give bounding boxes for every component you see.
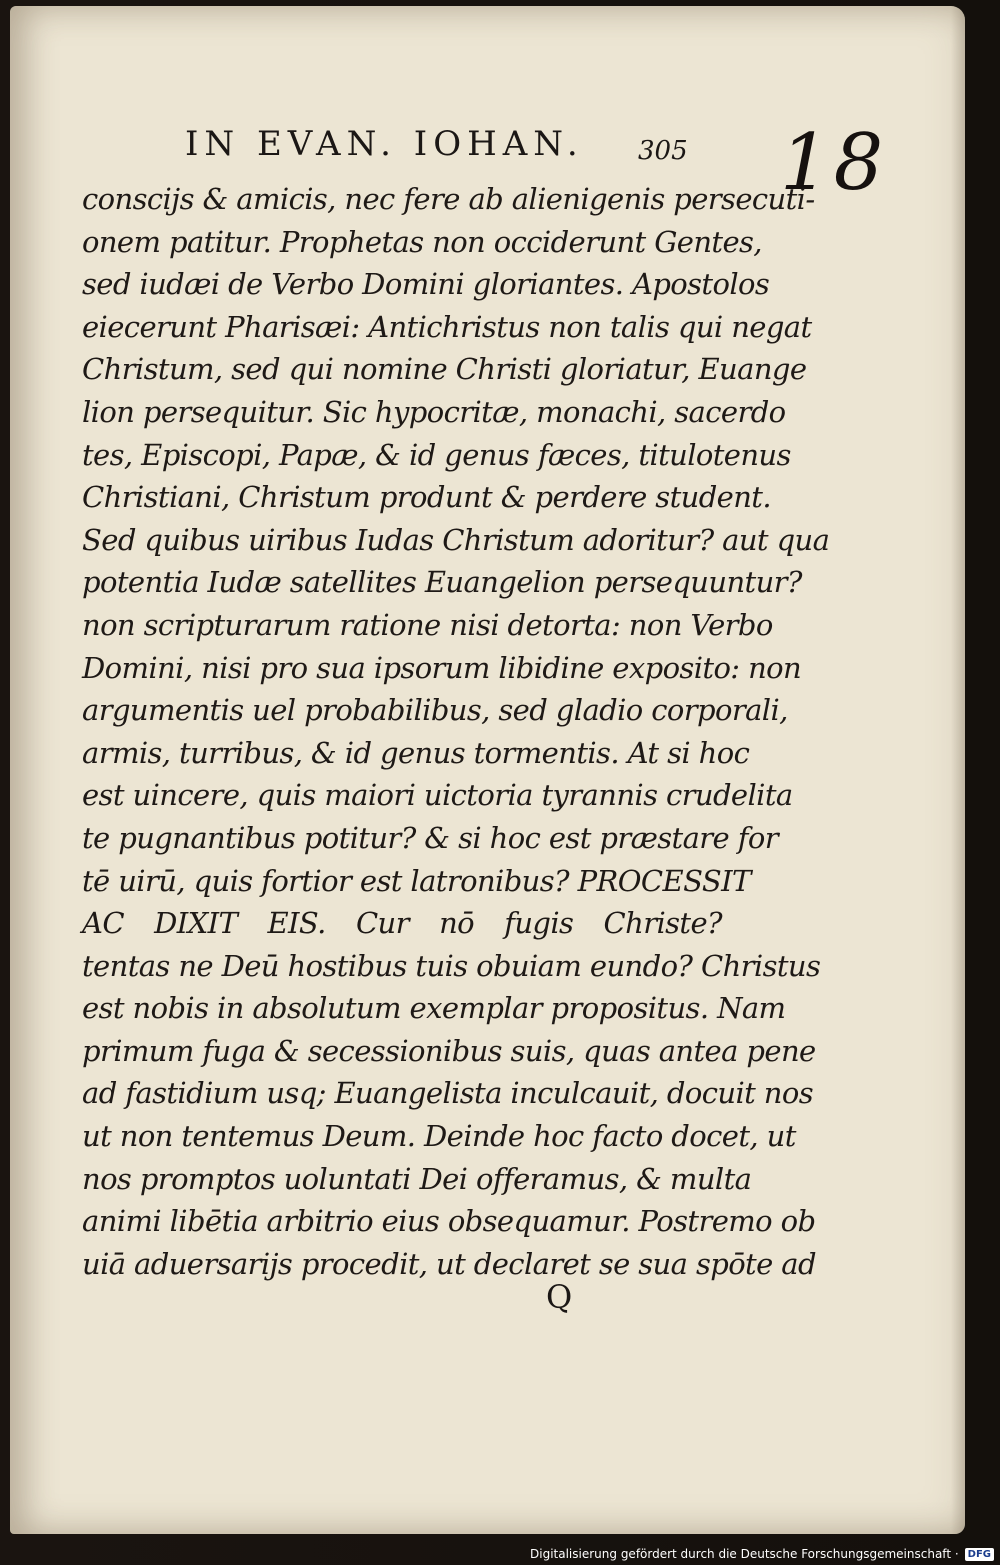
text-line: primum fuga & secessionibus suis, quas antea pene <box>82 1033 816 1068</box>
page-number: 305 <box>638 136 688 166</box>
body-text <box>82 178 830 1285</box>
text-line: AC DIXIT EIS. Cur nō fugis Christe? <box>82 906 722 941</box>
text-line: Sed quibus uiribus Iudas Christum adoritur? aut qua <box>82 522 830 557</box>
text-line: ut non tentemus Deum. Deinde hoc facto docet, ut <box>82 1119 796 1154</box>
credit-text: Digitalisierung gefördert durch die Deutsche Forschungsgemeinschaft · <box>530 1547 959 1561</box>
handwritten-number: 18 <box>780 118 888 208</box>
text-line: nos promptos uoluntati Dei offeramus, & multa <box>82 1161 752 1196</box>
text-line: tentas ne Deū hostibus tuis obuiam eundo? Christus <box>82 948 821 983</box>
text-line: Domini, nisi pro sua ipsorum libidine exposito: non <box>82 650 802 685</box>
text-line: te pugnantibus potitur? & si hoc est præstare for <box>82 820 778 855</box>
text-line: ad fastidium usq; Euangelista inculcauit, docuit nos <box>82 1076 814 1111</box>
running-head: IN EVAN. IOHAN. <box>185 124 584 164</box>
text-line: animi libētia arbitrio eius obsequamur. Postremo ob <box>82 1204 816 1239</box>
text-line: potentia Iudæ satellites Euangelion persequuntur? <box>82 565 802 600</box>
digitization-credit <box>530 1547 994 1561</box>
catchword: Q <box>546 1278 573 1316</box>
text-line: Christum, sed qui nomine Christi gloriatur, Euange <box>82 352 807 387</box>
text-line: lion persequitur. Sic hypocritæ, monachi, sacerdo <box>82 394 786 429</box>
text-line: tes, Episcopi, Papæ, & id genus fæces, titulotenus <box>82 437 791 472</box>
text-line: onem patitur. Prophetas non occiderunt Gentes, <box>82 224 762 259</box>
text-line: eiecerunt Pharisæi: Antichristus non talis qui negat <box>82 309 812 344</box>
text-line: argumentis uel probabilibus, sed gladio corporali, <box>82 693 788 728</box>
text-line: non scripturarum ratione nisi detorta: non Verbo <box>82 607 773 642</box>
text-line: Christiani, Christum produnt & perdere student. <box>82 480 771 515</box>
text-line: armis, turribus, & id genus tormentis. At si hoc <box>82 735 750 770</box>
text-line: est uincere, quis maiori uictoria tyrannis crudelita <box>82 778 793 813</box>
text-line: tē uirū, quis fortior est latronibus? PROCESSIT <box>82 863 751 898</box>
text-line: conscijs & amicis, nec fere ab alienigenis persecuti- <box>82 182 815 216</box>
dfg-logo: DFG <box>965 1548 994 1561</box>
book-page <box>10 6 965 1534</box>
text-line: sed iudæi de Verbo Domini gloriantes. Apostolos <box>82 267 770 302</box>
text-line: est nobis in absolutum exemplar propositus. Nam <box>82 991 786 1026</box>
text-line: uiā aduersarijs procedit, ut declaret se sua spōte ad <box>82 1246 816 1281</box>
